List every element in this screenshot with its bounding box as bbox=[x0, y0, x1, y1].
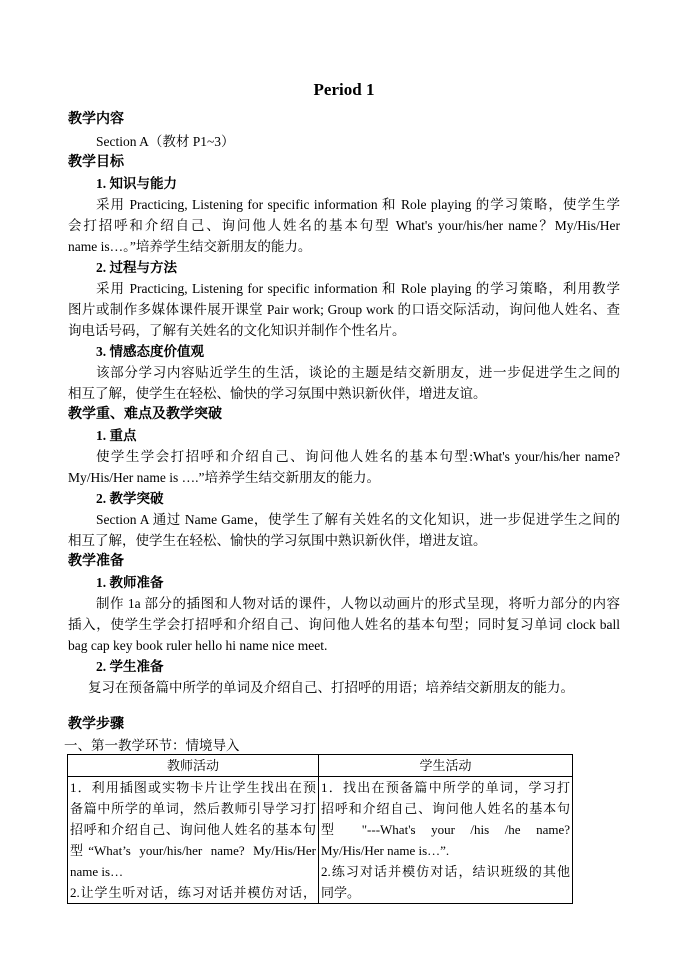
content-heading: 教学内容 bbox=[68, 112, 124, 127]
teacher-activity-line: 1．利用插图或实物卡片让学生找出在预 bbox=[70, 780, 316, 795]
page-title: Period 1 bbox=[313, 80, 375, 99]
prep-heading: 教学准备 bbox=[68, 554, 124, 569]
table-header-teacher: 教师活动 bbox=[68, 755, 319, 777]
teacher-activity-line: 招呼和介绍自己、询问他人姓名的基本句 bbox=[70, 822, 316, 837]
goal2-line: 图片或制作多媒体课件展开课堂 Pair work; Group work 的口语交际活动，询问他人姓名、查 bbox=[68, 302, 620, 317]
key2-line: 相互了解，使学生在轻松、愉快的学习氛围中熟识新伙伴，增进友谊。 bbox=[68, 533, 487, 548]
teaching-steps-table bbox=[67, 754, 573, 904]
key-heading: 教学重、难点及教学突破 bbox=[68, 407, 222, 422]
goal2-line: 采用 Practicing, Listening for specific information 和 Role playing 的学习策略，利用教学 bbox=[96, 281, 620, 296]
goal3-heading: 3. 情感态度价值观 bbox=[96, 344, 204, 359]
step1-heading: 一、第一教学环节：情境导入 bbox=[64, 738, 240, 753]
goals-heading: 教学目标 bbox=[68, 155, 124, 170]
goal3-line: 该部分学习内容贴近学生的生活，谈论的主题是结交新朋友，进一步促进学生之间的 bbox=[96, 365, 620, 380]
table-header-row bbox=[68, 755, 573, 777]
teacher-activity-line: 备篇中所学的单词，然后教师引导学习打 bbox=[70, 801, 316, 816]
goal1-line: name is…。”培养学生结交新朋友的能力。 bbox=[68, 239, 312, 254]
student-activity-line: 招呼和介绍自己、询问他人姓名的基本句 bbox=[321, 801, 570, 816]
student-activity-line: 型 "---What's your /his /he name? bbox=[321, 822, 570, 837]
key1-line: 使学生学会打招呼和介绍自己、询问他人姓名的基本句型:What's your/his/her name? bbox=[96, 449, 620, 464]
table-row bbox=[68, 777, 573, 904]
prep1-heading: 1. 教师准备 bbox=[96, 575, 164, 590]
steps-heading: 教学步骤 bbox=[68, 717, 124, 732]
teacher-activity-line: 2.让学生听对话，练习对话并模仿对话， bbox=[70, 885, 316, 900]
prep1-line: bag cap key book ruler hello hi name nice meet. bbox=[68, 638, 328, 653]
student-activity-line: 1．找出在预备篇中所学的单词，学习打 bbox=[321, 780, 570, 795]
content-line: Section A（教材 P1~3） bbox=[96, 134, 235, 149]
goal2-heading: 2. 过程与方法 bbox=[96, 260, 177, 275]
table-header-student: 学生活动 bbox=[319, 755, 573, 777]
teacher-activity-line: name is… bbox=[70, 864, 124, 879]
prep2-line: 复习在预备篇中所学的单词及介绍自己、打招呼的用语；培养结交新朋友的能力。 bbox=[88, 680, 574, 695]
prep2-heading: 2. 学生准备 bbox=[96, 659, 164, 674]
student-activity-line: 同学。 bbox=[321, 885, 361, 900]
key1-line: My/His/Her name is ….”培养学生结交新朋友的能力。 bbox=[68, 470, 380, 485]
goal2-line: 询电话号码，了解有关姓名的文化知识并制作个性名片。 bbox=[68, 323, 406, 338]
key2-heading: 2. 教学突破 bbox=[96, 491, 164, 506]
key1-heading: 1. 重点 bbox=[96, 428, 137, 443]
goal1-line: 会打招呼和介绍自己、询问他人姓名的基本句型 What's your/his/her name？My/His/Her bbox=[68, 218, 620, 233]
key2-line: Section A 通过 Name Game，使学生了解有关姓名的文化知识，进一步促进学生之间的 bbox=[96, 512, 620, 527]
student-activity-cell bbox=[319, 777, 573, 904]
student-activity-line: 2.练习对话并模仿对话，结识班级的其他 bbox=[321, 864, 570, 879]
goal3-line: 相互了解，使学生在轻松、愉快的学习氛围中熟识新伙伴，增进友谊。 bbox=[68, 386, 487, 401]
prep1-line: 插入，使学生学会打招呼和介绍自己、询问他人姓名的基本句型；同时复习单词 clock ball bbox=[68, 617, 620, 632]
goal1-heading: 1. 知识与能力 bbox=[96, 176, 177, 191]
teacher-activity-cell bbox=[68, 777, 319, 904]
teacher-activity-line: 型“What’s your/his/her name? My/His/Her bbox=[70, 843, 316, 858]
student-activity-line: My/His/Her name is…”. bbox=[321, 843, 450, 858]
goal1-line: 采用 Practicing, Listening for specific information 和 Role playing 的学习策略，使学生学 bbox=[96, 197, 620, 212]
prep1-line: 制作 1a 部分的插图和人物对话的课件，人物以动画片的形式呈现，将听力部分的内容 bbox=[96, 596, 620, 611]
